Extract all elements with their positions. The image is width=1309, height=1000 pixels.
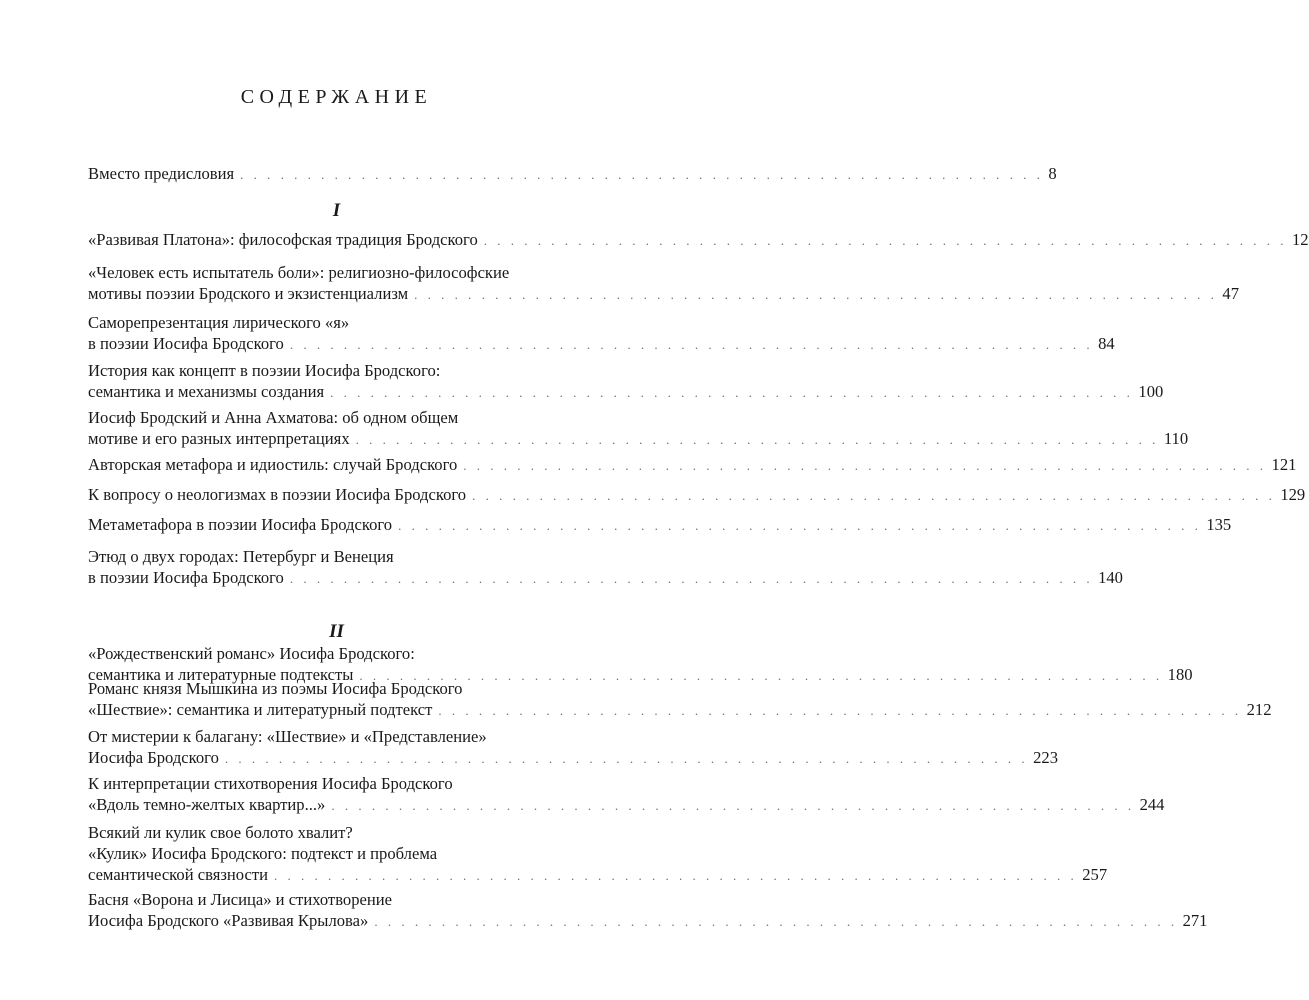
toc-page-number: 110 xyxy=(1163,429,1189,448)
toc-entry-line: Саморепрезентация лирического «я» xyxy=(88,313,350,332)
leader-dots: . . . . . . . . . . . . . . . . . . . . . . . . . . . . . . . . . . . . . . . . . . . . . . . . . . . . . . . . . . . . xyxy=(330,385,1134,400)
toc-entry-line: «Кулик» Иосифа Бродского: подтекст и проблема xyxy=(88,844,438,863)
toc-page-number: 180 xyxy=(1167,665,1193,684)
toc-entry-title: в поэзии Иосифа Бродского xyxy=(88,334,284,353)
toc-entry-title: «Развивая Платона»: философская традиция Бродского xyxy=(88,230,478,249)
leader-dots: . . . . . . . . . . . . . . . . . . . . . . . . . . . . . . . . . . . . . . . . . . . . . . . . . . . . . . . . . . . . xyxy=(374,914,1178,929)
toc-page-number: 8 xyxy=(1048,164,1057,183)
toc-entry-last-line xyxy=(88,229,1309,251)
toc-entry-title: «Шествие»: семантика и литературный подтекст xyxy=(88,700,433,719)
toc-page-number: 100 xyxy=(1138,382,1164,401)
leader-dots: . . . . . . . . . . . . . . . . . . . . . . . . . . . . . . . . . . . . . . . . . . . . . . . . . . . . . . . . . . . . xyxy=(438,703,1242,718)
toc-entry-last-line xyxy=(88,484,1306,506)
toc-entry xyxy=(88,773,1165,816)
toc-entry-title: мотиве и его разных интерпретациях xyxy=(88,429,350,448)
toc-entry-title: «Вдоль темно-желтых квартир...» xyxy=(88,795,326,814)
toc-entry-line: Всякий ли кулик свое болото хвалит? xyxy=(88,823,353,842)
toc-entry-line: От мистерии к балагану: «Шествие» и «Представление» xyxy=(88,727,487,746)
leader-dots: . . . . . . . . . . . . . . . . . . . . . . . . . . . . . . . . . . . . . . . . . . . . . . . . . . . . . . . . . . . . xyxy=(472,488,1276,503)
toc-entry-title: Иосифа Бродского «Развивая Крылова» xyxy=(88,911,369,930)
page-title: СОДЕРЖАНИЕ xyxy=(240,86,433,108)
toc-entry-last-line xyxy=(88,381,1164,403)
toc-page-number: 212 xyxy=(1246,700,1272,719)
leader-dots: . . . . . . . . . . . . . . . . . . . . . . . . . . . . . . . . . . . . . . . . . . . . . . . . . . . . . . . . . . . . xyxy=(240,167,1044,182)
toc-page-number: 121 xyxy=(1271,455,1297,474)
toc-entry-last-line xyxy=(88,283,1240,305)
toc-entry-last-line xyxy=(88,910,1208,932)
leader-dots: . . . . . . . . . . . . . . . . . . . . . . . . . . . . . . . . . . . . . . . . . . . . . . . . . . . . . . . . . . . . xyxy=(224,751,1029,766)
toc-entry-title: семантика и литературные подтексты xyxy=(88,665,354,684)
toc-page-number: 257 xyxy=(1082,865,1108,884)
toc-entry xyxy=(88,312,1115,355)
leader-dots: . . . . . . . . . . . . . . . . . . . . . . . . . . . . . . . . . . . . . . . . . . . . . . . . . . . . . . . . . . . . xyxy=(331,798,1135,813)
toc-entry-line: «Рождественский романс» Иосифа Бродского: xyxy=(88,644,415,663)
leader-dots: . . . . . . . . . . . . . . . . . . . . . . . . . . . . . . . . . . . . . . . . . . . . . . . . . . . . . . . . . . . . xyxy=(289,571,1094,586)
toc-entry-last-line xyxy=(88,333,1115,355)
leader-dots: . . . . . . . . . . . . . . . . . . . . . . . . . . . . . . . . . . . . . . . . . . . . . . . . . . . . . . . . . . . . xyxy=(398,518,1202,533)
toc-entry-last-line xyxy=(88,567,1123,589)
section-label-1: I xyxy=(332,200,341,221)
toc-entry-title: мотивы поэзии Бродского и экзистенциализм xyxy=(88,284,409,303)
leader-dots: . . . . . . . . . . . . . . . . . . . . . . . . . . . . . . . . . . . . . . . . . . . . . . . . . . . . . . . . . . . . xyxy=(463,458,1267,473)
toc-entry-line: Иосиф Бродский и Анна Ахматова: об одном общем xyxy=(88,408,459,427)
toc-entry-last-line xyxy=(88,699,1272,721)
toc-entry-title: Иосифа Бродского xyxy=(88,748,219,767)
toc-entry xyxy=(88,546,1123,589)
toc-entry xyxy=(88,484,1306,506)
toc-entry-title: К вопросу о неологизмах в поэзии Иосифа Бродского xyxy=(88,485,467,504)
toc-page-number: 223 xyxy=(1033,748,1059,767)
toc-entry-line: «Человек есть испытатель боли»: религиозно-философские xyxy=(88,263,510,282)
toc-entry xyxy=(88,262,1240,305)
toc-entry-last-line xyxy=(88,864,1108,886)
leader-dots: . . . . . . . . . . . . . . . . . . . . . . . . . . . . . . . . . . . . . . . . . . . . . . . . . . . . . . . . . . . . xyxy=(359,668,1163,683)
toc-page-number: 244 xyxy=(1139,795,1165,814)
toc-entry-line: Этюд о двух городах: Петербург и Венеция xyxy=(88,547,394,566)
toc-entry-line: Басня «Ворона и Лисица» и стихотворение xyxy=(88,890,392,909)
toc-page-number: 47 xyxy=(1222,284,1240,303)
toc-entry-last-line xyxy=(88,747,1059,769)
toc-entry-title: семантика и механизмы создания xyxy=(88,382,325,401)
toc-entry-title: Авторская метафора и идиостиль: случай Бродского xyxy=(88,455,458,474)
leader-dots: . . . . . . . . . . . . . . . . . . . . . . . . . . . . . . . . . . . . . . . . . . . . . . . . . . . . . . . . . . . . xyxy=(355,432,1159,447)
section-label-2: II xyxy=(329,621,344,642)
toc-entry-title: в поэзии Иосифа Бродского xyxy=(88,568,284,587)
toc-entry xyxy=(88,229,1309,251)
toc-entry-line: К интерпретации стихотворения Иосифа Бродского xyxy=(88,774,453,793)
toc-page-number: 129 xyxy=(1280,485,1306,504)
leader-dots: . . . . . . . . . . . . . . . . . . . . . . . . . . . . . . . . . . . . . . . . . . . . . . . . . . . . . . . . . . . . xyxy=(289,337,1094,352)
toc-entry xyxy=(88,514,1232,536)
toc-page-number: 12 xyxy=(1292,230,1309,249)
toc-entry xyxy=(88,407,1189,450)
toc-entry xyxy=(88,889,1208,932)
toc-page-number: 140 xyxy=(1098,568,1123,587)
toc-page-number: 84 xyxy=(1098,334,1115,353)
toc-entry-title: Вместо предисловия xyxy=(88,164,235,183)
toc-entry xyxy=(88,822,1108,886)
toc-entry-title: семантической связности xyxy=(88,865,268,884)
toc-page-number: 271 xyxy=(1182,911,1208,930)
toc-entry xyxy=(88,726,1059,769)
leader-dots: . . . . . . . . . . . . . . . . . . . . . . . . . . . . . . . . . . . . . . . . . . . . . . . . . . . . . . . . . . . . xyxy=(414,287,1218,302)
toc-entry-last-line xyxy=(88,514,1232,536)
toc-entry-title: Метаметафора в поэзии Иосифа Бродского xyxy=(88,515,393,534)
toc-entry xyxy=(88,360,1164,403)
leader-dots: . . . . . . . . . . . . . . . . . . . . . . . . . . . . . . . . . . . . . . . . . . . . . . . . . . . . . . . . . . . . xyxy=(483,233,1287,248)
toc-entry-last-line xyxy=(88,163,1057,185)
leader-dots: . . . . . . . . . . . . . . . . . . . . . . . . . . . . . . . . . . . . . . . . . . . . . . . . . . . . . . . . . . . . xyxy=(274,868,1078,883)
toc-entry-intro xyxy=(88,163,1057,185)
toc-entry xyxy=(88,454,1297,476)
toc-entry xyxy=(88,678,1272,721)
toc-entry-last-line xyxy=(88,428,1189,450)
toc-page-number: 135 xyxy=(1206,515,1232,534)
toc-entry-last-line xyxy=(88,454,1297,476)
toc-entry-last-line xyxy=(88,794,1165,816)
toc-entry-line: История как концепт в поэзии Иосифа Бродского: xyxy=(88,361,441,380)
toc-entry-line: Романс князя Мышкина из поэмы Иосифа Бродского xyxy=(88,679,463,698)
